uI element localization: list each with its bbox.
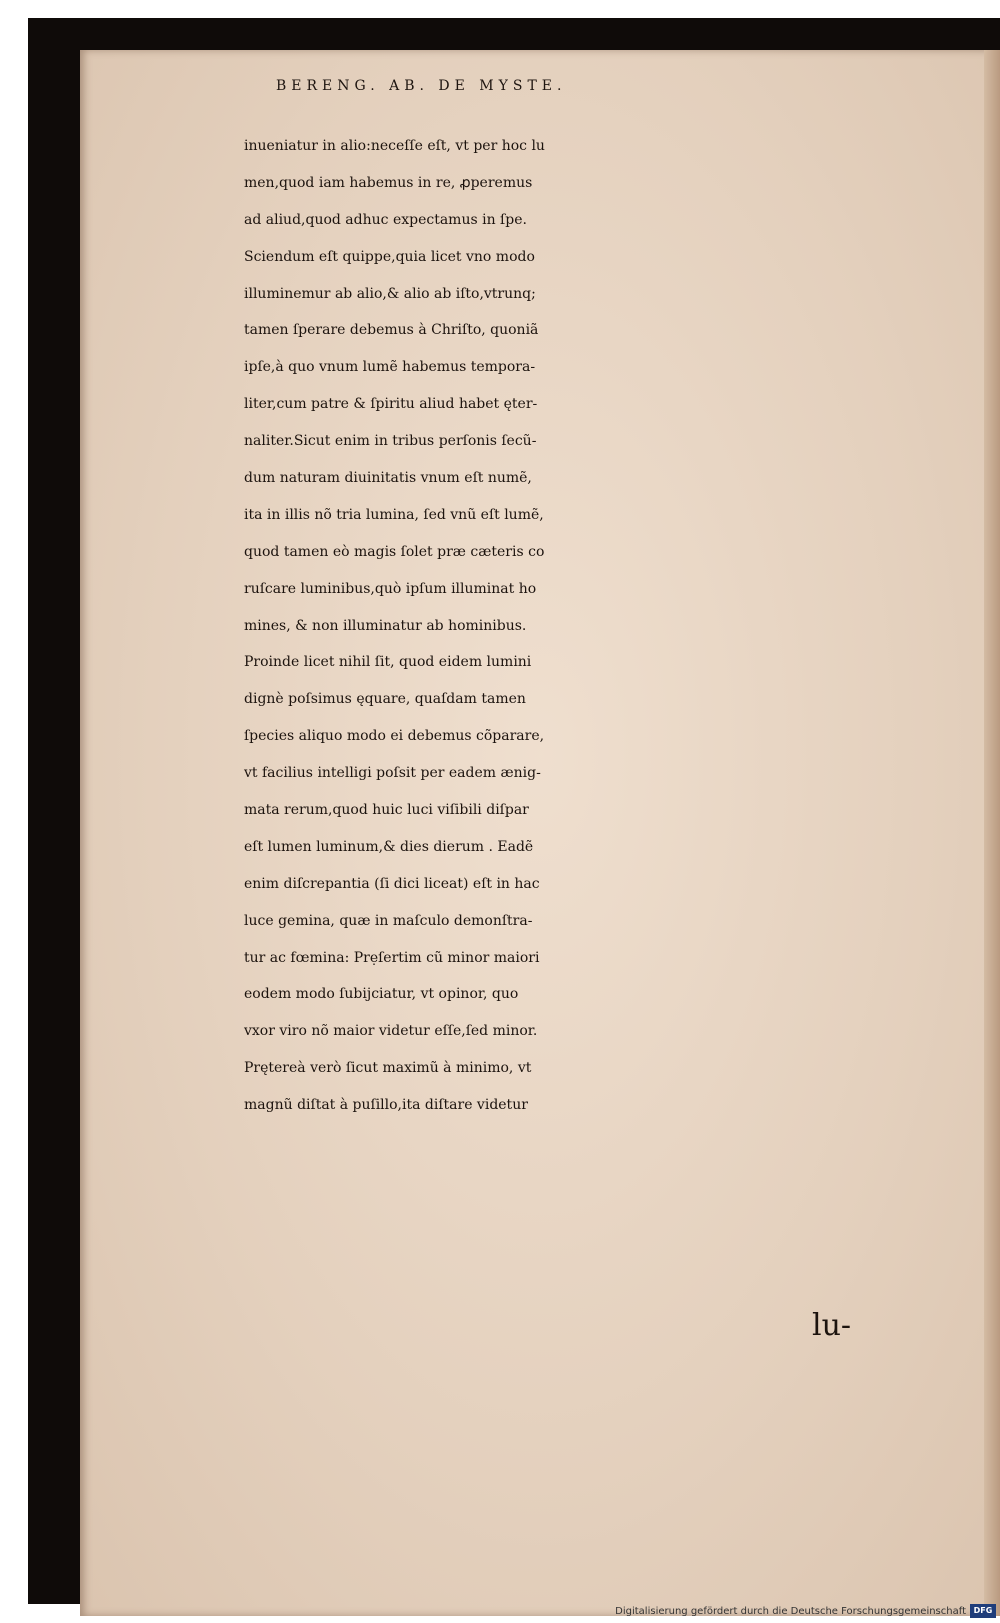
text-line: vxor viro nõ maior videtur eſſe,ſed minor.: [244, 1023, 538, 1040]
text-line: Proinde licet nihil ſit, quod eidem lumini: [244, 654, 532, 671]
text-line: mata rerum,quod huic luci viſibili diſpar: [244, 802, 529, 819]
text-line: liter,cum patre & ſpiritu aliud habet ęter-: [244, 396, 538, 413]
text-line: mines, & non illuminatur ab hominibus.: [244, 617, 527, 634]
text-line: ſpecies aliquo modo ei debemus cõparare,: [244, 728, 545, 745]
catchword: lu-: [812, 1308, 852, 1343]
text-line: tur ac fœmina: Prẹſertim cũ minor maiori: [244, 949, 540, 966]
text-line: ipſe,à quo vnum lumẽ habemus tempora-: [244, 359, 536, 376]
text-line: Prętereà verò ſicut maximũ à minimo, vt: [244, 1060, 532, 1077]
text-line: enim diſcrepantia (ſi dici liceat) eſt in hac: [244, 875, 540, 892]
text-line: ruſcare luminibus,quò ipſum illuminat ho: [244, 580, 537, 597]
text-line: Sciendum eſt quippe,quia licet vno modo: [244, 248, 535, 265]
text-line: quod tamen eò magis ſolet præ cæteris co: [244, 543, 545, 560]
digitization-credit: Digitalisierung gefördert durch die Deutsche Forschungsgemeinschaft: [615, 1606, 966, 1617]
text-line: eſt lumen luminum,& dies dierum . Eadẽ: [244, 838, 534, 855]
body-text: [244, 128, 934, 1124]
text-line: vt facilius intelligi poſsit per eadem ænig-: [244, 765, 541, 782]
dfg-logo: DFG: [970, 1604, 996, 1618]
text-line: dum naturam diuinitatis vnum eſt numẽ,: [244, 470, 532, 487]
text-line: men,quod iam habemus in re, ꝓperemus: [244, 174, 533, 191]
text-line: ita in illis nõ tria lumina, ſed vnũ eſt lumẽ,: [244, 506, 544, 523]
text-line: ad aliud,quod adhuc expectamus in ſpe.: [244, 211, 527, 228]
text-line: dignè poſsimus ęquare, quaſdam tamen: [244, 691, 526, 708]
page-edge: [984, 50, 1000, 1616]
text-line: magnũ diſtat à puſillo,ita diſtare videtur: [244, 1097, 528, 1114]
running-head: BERENG. AB. DE MYSTE.: [276, 78, 567, 94]
text-line: inueniatur in alio:neceſſe eſt, vt per hoc lu: [244, 138, 545, 154]
text-line: luce gemina, quæ in maſculo demonſtra-: [244, 912, 533, 929]
text-line: tamen ſperare debemus à Chriſto, quoniã: [244, 322, 539, 339]
text-line: illuminemur ab alio,& alio ab iſto,vtrunq;: [244, 285, 536, 302]
text-line: naliter.Sicut enim in tribus perſonis ſecũ-: [244, 433, 537, 450]
text-line: eodem modo ſubijciatur, vt opinor, quo: [244, 986, 519, 1003]
